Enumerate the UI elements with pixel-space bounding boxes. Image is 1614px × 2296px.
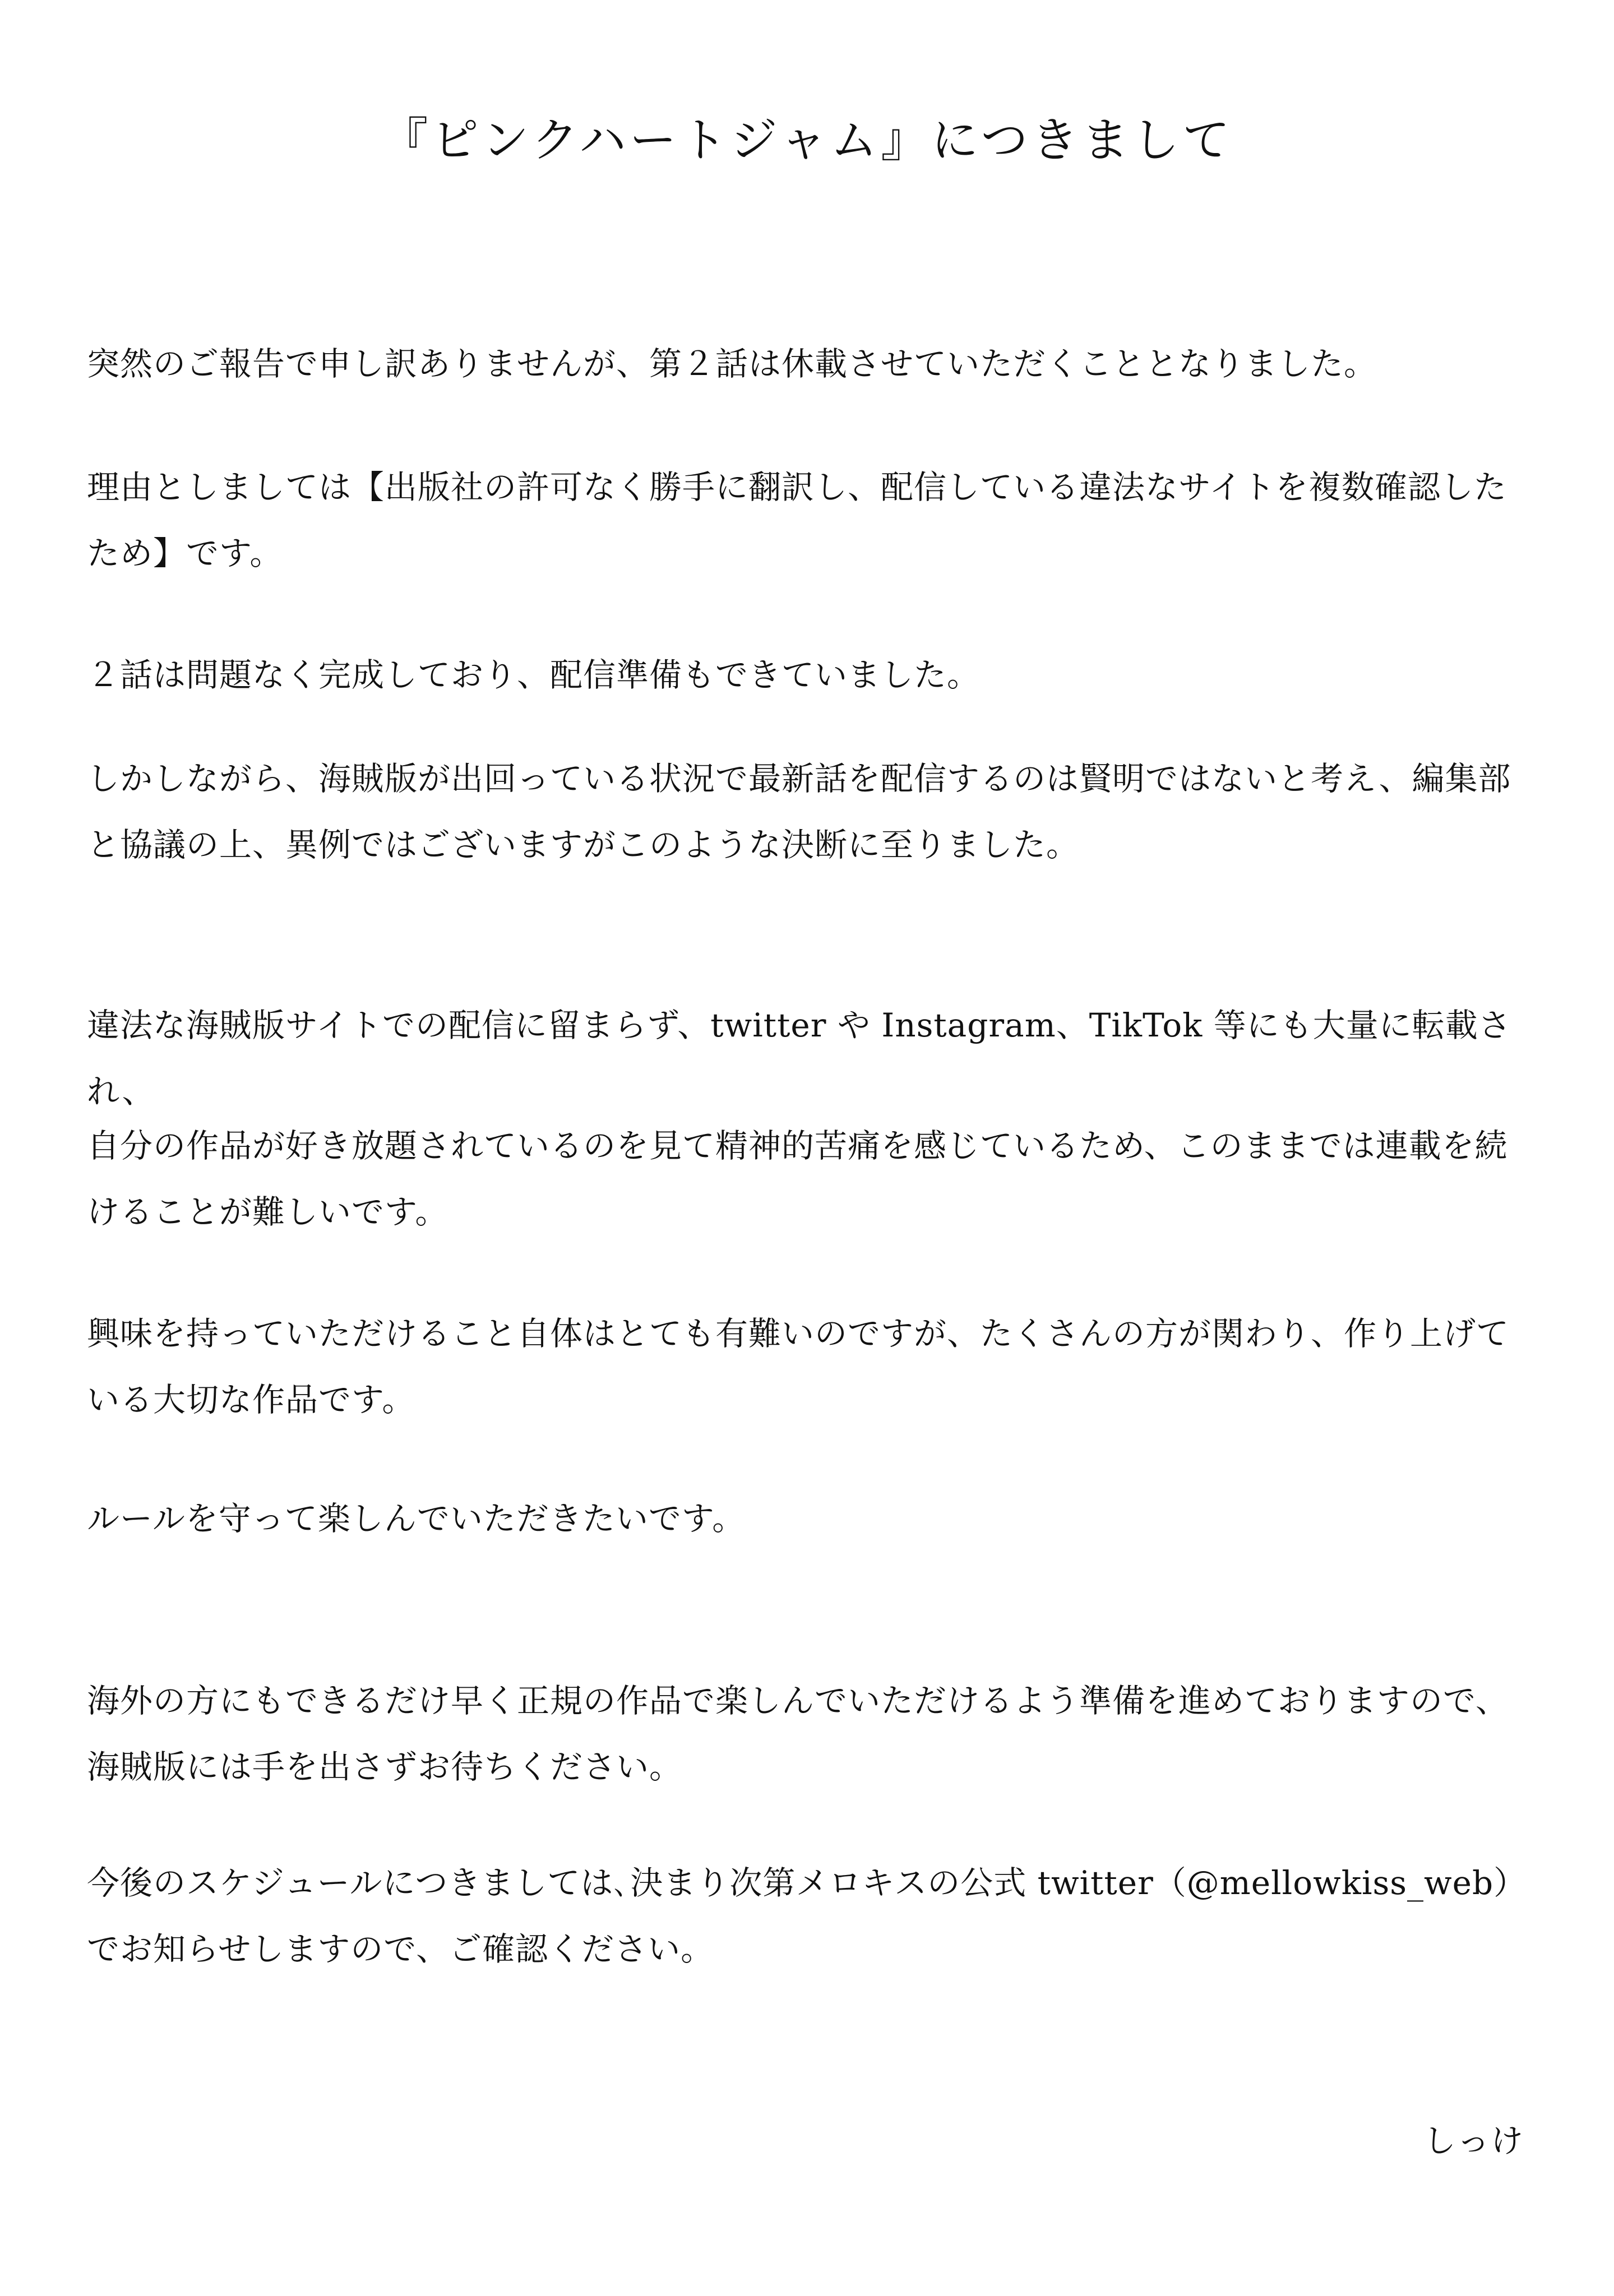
- paragraph-completed: ２話は問題なく完成しており、配信準備もできていました。: [87, 656, 981, 694]
- paragraph-distress: 自分の作品が好き放題されているのを見て精神的苦痛を感じているため、このままでは連載を続けることが難しいです。: [87, 1127, 1508, 1231]
- author-signature: しっけ: [1423, 2122, 1524, 2160]
- paragraph-decision: しかしながら、海賊版が出回っている状況で最新話を配信するのは賢明ではないと考え、編集部と協議の上、異例ではございますがこのような決断に至りました。: [87, 760, 1511, 864]
- paragraph-overseas: 海外の方にもできるだけ早く正規の作品で楽しんでいただけるよう準備を進めておりますので、海賊版には手を出さずお待ちください。: [87, 1682, 1509, 1786]
- paragraph-schedule: 今後のスケジュールにつきましては､決まり次第メロキスの公式 twitter（@mellowkiss_web）でお知らせしますので、ご確認ください。: [87, 1864, 1527, 1968]
- paragraph-rules: ルールを守って楽しんでいただきたいです。: [87, 1499, 746, 1538]
- paragraph-reason: 理由としましては【出版社の許可なく勝手に翻訳し、配信している違法なサイトを複数確認したため】です。: [87, 468, 1507, 572]
- paragraph-reposting: 違法な海賊版サイトでの配信に留まらず、twitter や Instagram、TikTok 等にも大量に転載され、: [87, 1006, 1511, 1110]
- paragraph-announcement: 突然のご報告で申し訳ありませんが、第２話は休載させていただくこととなりました。: [87, 345, 1377, 383]
- document-title: 『ピンクハートジャム』につきまして: [381, 113, 1233, 168]
- paragraph-appreciation: 興味を持っていただけること自体はとても有難いのですが、たくさんの方が関わり、作り上げている大切な作品です。: [87, 1314, 1510, 1419]
